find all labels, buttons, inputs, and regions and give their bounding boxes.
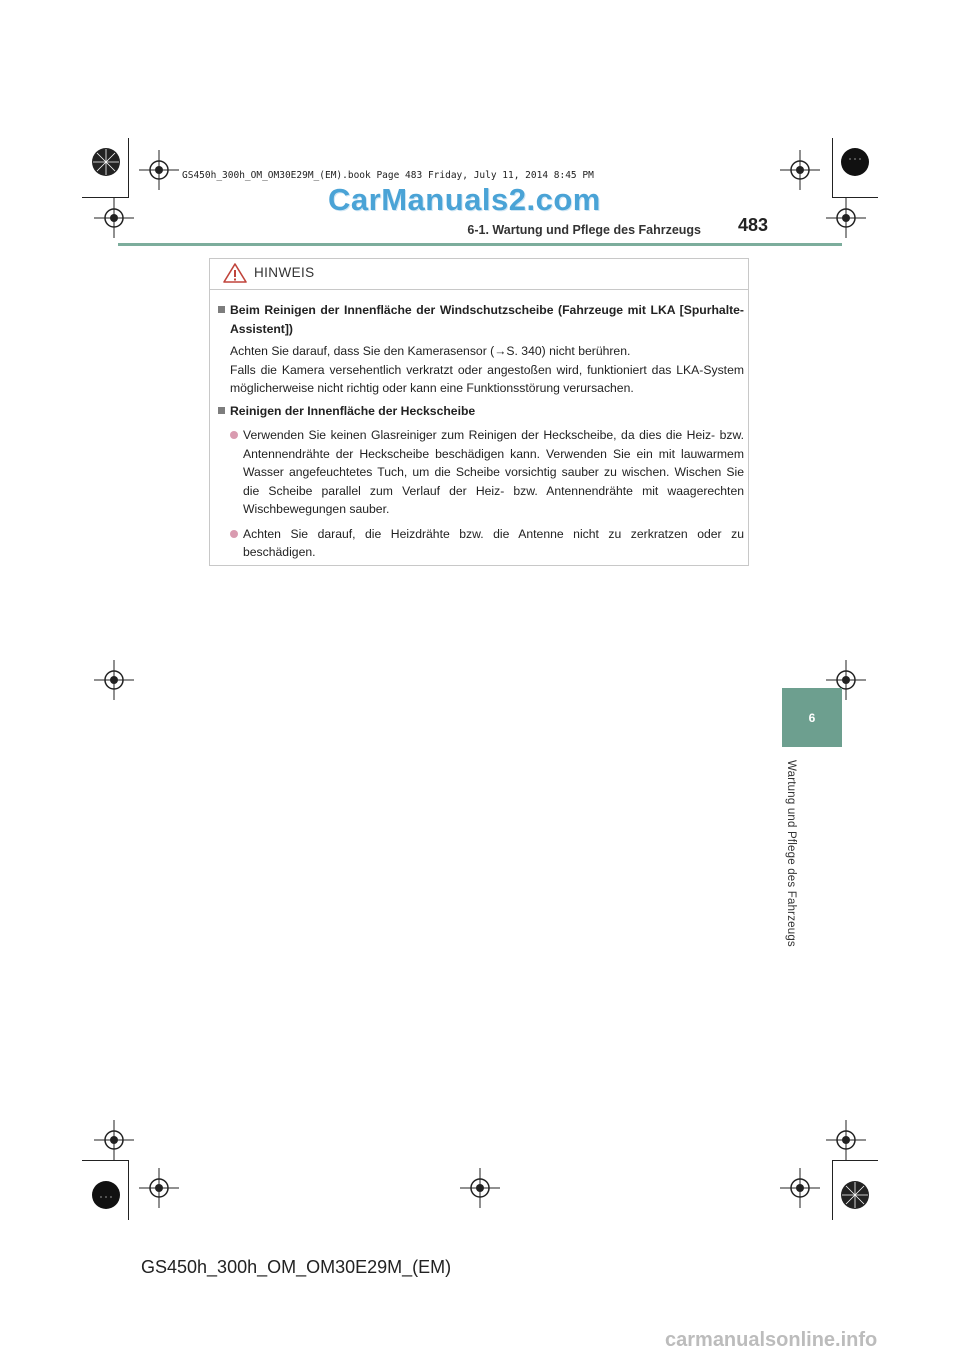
dotted-mark-icon — [91, 1180, 121, 1210]
section-title: 6-1. Wartung und Pflege des Fahrzeugs — [467, 223, 701, 237]
square-bullet-icon — [218, 306, 225, 313]
registration-mark-icon — [139, 1168, 179, 1208]
site-watermark: carmanualsonline.info — [665, 1329, 878, 1351]
registration-mark-icon — [780, 150, 820, 190]
list-item — [218, 426, 744, 519]
starburst-mark-icon — [91, 147, 121, 177]
chapter-number: 6 — [808, 710, 816, 725]
registration-mark-icon — [94, 660, 134, 700]
dotted-mark-icon — [840, 147, 870, 177]
watermark-logo: CarManuals2.com — [328, 182, 601, 217]
paragraph: Falls die Kamera versehentlich verkratzt oder angestoßen wird, funktioniert das LKA-System möglicherweise nicht richtig oder kann eine Funktionsstörung verursachen. — [230, 362, 744, 395]
registration-mark-icon — [826, 198, 866, 238]
warning-triangle-icon — [223, 263, 247, 283]
registration-mark-icon — [94, 198, 134, 238]
round-bullet-icon — [230, 530, 238, 538]
square-bullet-icon — [218, 407, 225, 414]
page-number: 483 — [738, 215, 769, 235]
notice-title: HINWEIS — [254, 265, 315, 280]
round-bullet-icon — [230, 431, 238, 439]
section-heading-text: Reinigen der Innenfläche der Heckscheibe — [230, 403, 476, 418]
paragraph: Achten Sie darauf, dass Sie den Kamerasensor (→S. 340) nicht berühren. — [230, 344, 631, 358]
notice-body — [218, 301, 744, 562]
chapter-tab — [782, 688, 842, 747]
registration-mark-icon — [826, 1120, 866, 1160]
notice-header — [210, 259, 748, 290]
header-rule — [118, 243, 842, 246]
notice-box — [209, 258, 749, 566]
registration-mark-icon — [139, 150, 179, 190]
registration-mark-icon — [780, 1168, 820, 1208]
registration-mark-icon — [94, 1120, 134, 1160]
section-heading — [218, 301, 744, 338]
list-item-text: Verwenden Sie keinen Glasreiniger zum Reinigen der Heckscheibe, da dies die Heiz- bzw. Antennendrähte der Heckscheibe beschädigen kann. Verwenden Sie ein mit lauwarmem Wasser angefeuchtetes Tuch, um die Scheibe vorsichtig sauber zu wischen. Wischen Sie die Scheibe parallel zum Verlauf der Heiz- bzw. Antennendrähte mit waagerechten Wischbewegungen sauber. — [243, 428, 744, 516]
section-heading — [218, 402, 744, 421]
starburst-mark-icon — [840, 1180, 870, 1210]
list-item-text: Achten Sie darauf, die Heizdrähte bzw. die Antenne nicht zu zerkratzen oder zu beschädigen. — [243, 526, 744, 559]
chapter-title-vertical: Wartung und Pflege des Fahrzeugs — [785, 760, 797, 947]
registration-mark-icon — [460, 1168, 500, 1208]
list-item — [218, 525, 744, 562]
section-heading-text: Beim Reinigen der Innenfläche der Windschutzscheibe (Fahrzeuge mit LKA [Spurhalte-Assistent]) — [230, 303, 744, 336]
file-info-line: GS450h_300h_OM_OM30E29M_(EM).book Page 483 Friday, July 11, 2014 8:45 PM — [182, 170, 594, 181]
document-code: GS450h_300h_OM_OM30E29M_(EM) — [141, 1257, 452, 1277]
